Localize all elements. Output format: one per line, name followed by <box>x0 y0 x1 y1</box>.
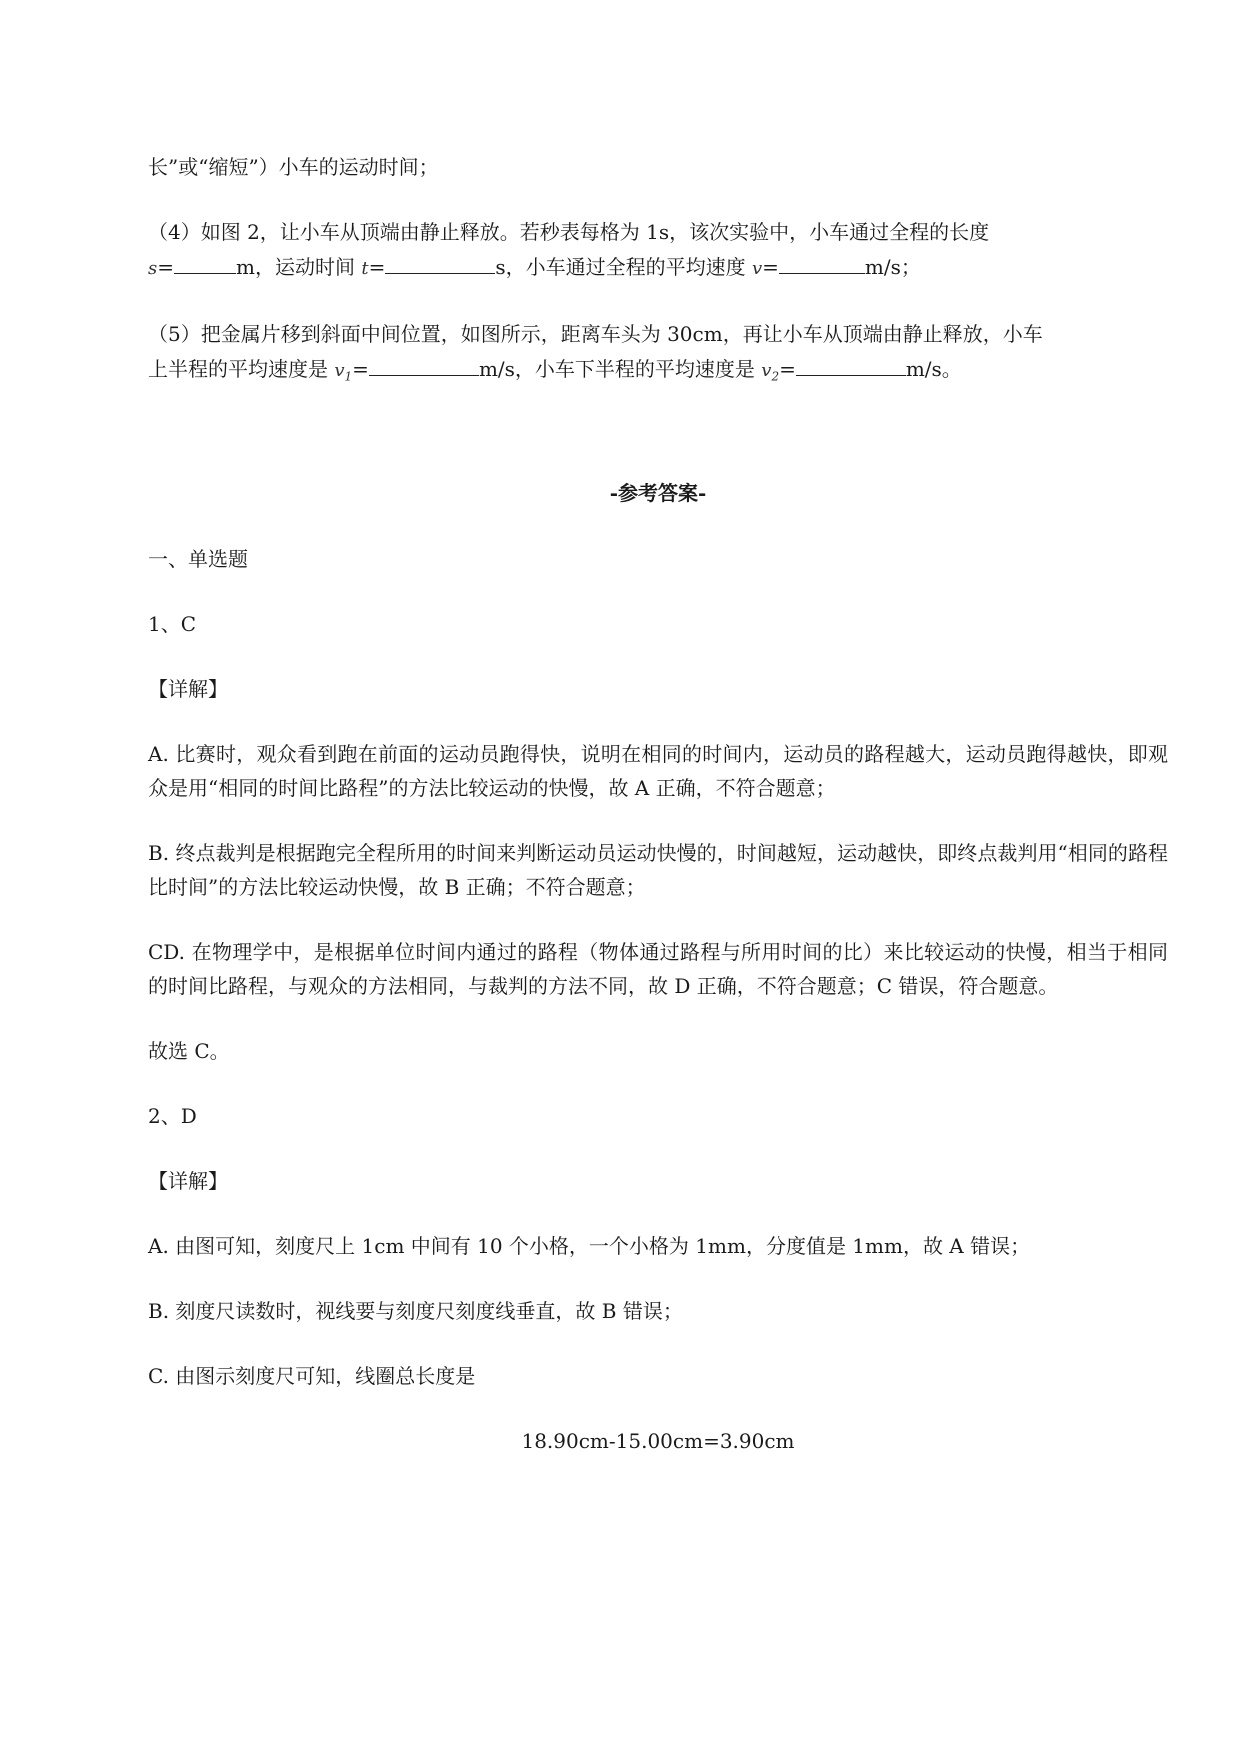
answer-2-formula: 18.90cm-15.00cm=3.90cm <box>521 1428 795 1453</box>
unit-text: m/s。 <box>905 357 962 381</box>
answer-blank-s[interactable] <box>174 249 236 274</box>
answer-1-option-b: B. 终点裁判是根据跑完全程所用的时间来判断运动员运动快慢的，时间越短，运动越快，即终点裁判用“相同的路程比时间”的方法比较运动快慢，故 B 正确；不符合题意； <box>148 840 1168 899</box>
question-4 <box>148 215 1168 286</box>
answer-2-option-b: B. 刻度尺读数时，视线要与刻度尺刻度线垂直，故 B 错误； <box>148 1298 683 1323</box>
question-5-text: （5）把金属片移到斜面中间位置，如图所示，距离车头为 30cm，再让小车从顶端由静止释放，小车 <box>148 322 1043 346</box>
unit-text: m/s，小车下半程的平均速度是 <box>478 357 762 381</box>
question-4-text: （4）如图 2，让小车从顶端由静止释放。若秒表每格为 1s，该次实验中，小车通过全程的长度 <box>148 220 990 244</box>
var-v: v <box>751 258 763 279</box>
equals-sign: = <box>368 255 386 279</box>
answer-1-detail-label: 【详解】 <box>148 676 228 701</box>
question-5-prefix: 上半程的平均速度是 <box>148 357 335 381</box>
answer-1-number: 1、C <box>148 611 197 636</box>
answer-blank-v1[interactable] <box>369 351 479 376</box>
unit-text: m，运动时间 <box>236 255 362 279</box>
var-v2: $v_2$ <box>761 360 780 384</box>
question-5 <box>148 317 1168 394</box>
answer-2-number: 2、D <box>148 1103 197 1128</box>
var-t: t <box>361 258 369 279</box>
answer-title: -参考答案- <box>609 480 707 505</box>
var-v1: $v_1$ <box>334 360 353 384</box>
answer-2-option-c: C. 由图示刻度尺可知，线圈总长度是 <box>148 1363 476 1388</box>
answer-1-option-a: A. 比赛时，观众看到跑在前面的运动员跑得快，说明在相同的时间内，运动员的路程越大，运动员跑得越快，即观众是用“相同的时间比路程”的方法比较运动的快慢，故 A 正确，不符合题意； <box>148 741 1168 800</box>
unit-text: s，小车通过全程的平均速度 <box>495 255 752 279</box>
answer-blank-v2[interactable] <box>796 351 906 376</box>
answer-1-conclusion: 故选 C。 <box>148 1038 230 1063</box>
equals-sign: = <box>779 357 796 381</box>
unit-text: m/s； <box>864 255 921 279</box>
equals-sign: = <box>352 357 369 381</box>
answer-2-detail-label: 【详解】 <box>148 1168 228 1193</box>
answer-blank-v[interactable] <box>779 249 865 274</box>
equals-sign: = <box>157 255 175 279</box>
answer-1-option-cd: CD. 在物理学中，是根据单位时间内通过的路程（物体通过路程与所用时间的比）来比较运动的快慢，相当于相同的时间比路程，与观众的方法相同，与裁判的方法不同，故 D 正确，不符合题意；C 错误，符合题意。 <box>148 939 1168 998</box>
answer-2-option-a: A. 由图可知，刻度尺上 1cm 中间有 10 个小格，一个小格为 1mm，分度值是 1mm，故 A 错误； <box>148 1233 1031 1258</box>
answer-blank-t[interactable] <box>385 249 495 274</box>
equals-sign: = <box>762 255 779 279</box>
question-3-continuation: 长”或“缩短”）小车的运动时间； <box>148 155 439 179</box>
document-page <box>148 150 1168 1478</box>
section-heading: 一、单选题 <box>148 546 248 571</box>
var-s: s <box>148 258 158 279</box>
